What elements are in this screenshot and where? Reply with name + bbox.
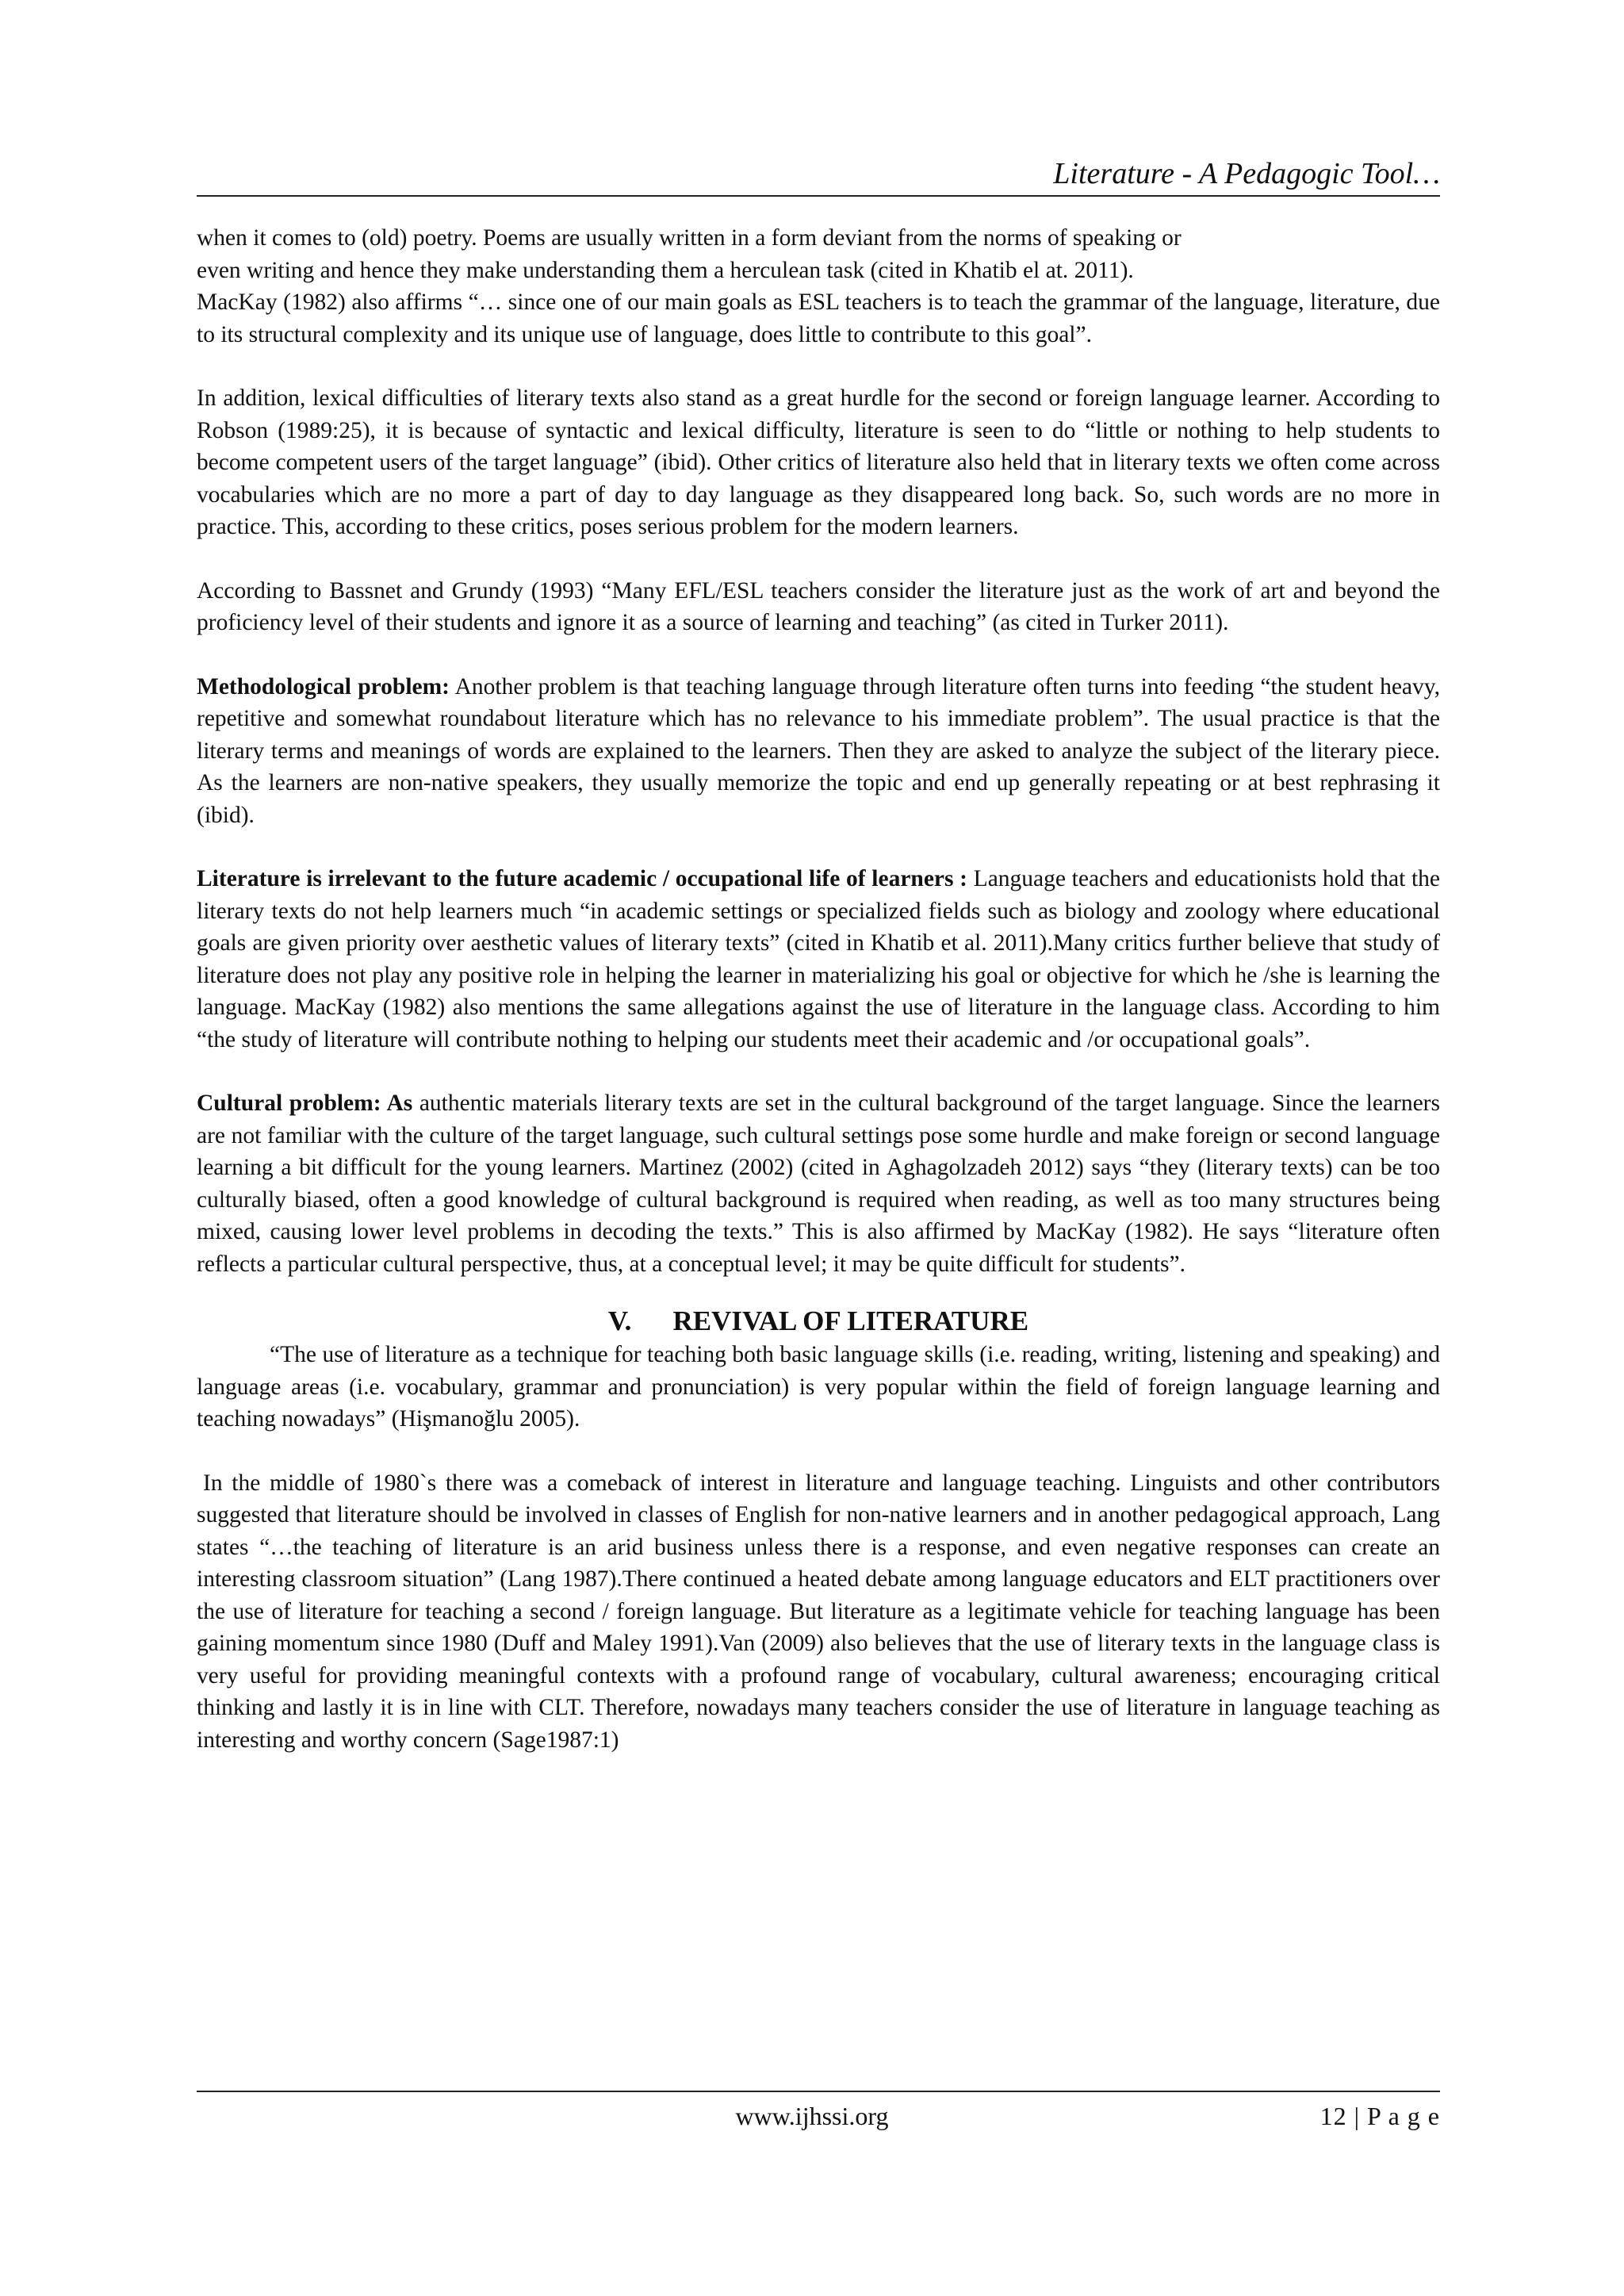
- cultural-problem-text: authentic materials literary texts are set in the cultural background of the target language. Since the learners are not familiar with the culture of the target language, such cultural settings pose some hurdle and make foreign or second language learning a bit difficult for the young learners. Martinez (2002) (cited in Aghagolzadeh 2012) says “they (literary texts) can be too culturally biased, often a good knowledge of cultural background is required when reading, as well as too many structures being mixed, causing lower level problems in decoding the texts.” This is also affirmed by MacKay (1982). He says “literature often reflects a particular cultural perspective, thus, at a conceptual level; it may be quite difficult for students”.: [197, 1091, 1440, 1277]
- paragraph-1-rest: MacKay (1982) also affirms “… since one of our main goals as ESL teachers is to teach the grammar of the language, literature, due to its structural complexity and its unique use of language, does little to contribute to this goal”.: [197, 289, 1440, 347]
- paragraph-cultural-problem: [197, 1087, 1440, 1280]
- header-rule: [197, 195, 1440, 197]
- paragraph-methodological-problem: [197, 671, 1440, 832]
- paragraph-comeback-of-interest: In the middle of 1980`s there was a comeback of interest in literature and language teaching. Linguists and other contributors suggested that literature should be involved in classes of English for non-native learners and in another pedagogical approach, Lang states “…the teaching of literature is an arid business unless there is a response, and even negative responses can create an interesting classroom situation” (Lang 1987).There continued a heated debate among language educators and ELT practitioners over the use of literature for teaching a second / foreign language. But literature as a legitimate vehicle for teaching language has been gaining momentum since 1980 (Duff and Maley 1991).Van (2009) also believes that the use of literary texts in the language class is very useful for providing meaningful contexts with a profound range of vocabulary, cultural awareness; encouraging critical thinking and lastly it is in line with CLT. Therefore, nowadays many teachers consider the use of literature in language teaching as interesting and worthy concern (Sage1987:1): [197, 1470, 1440, 1753]
- section-heading: [197, 1304, 1440, 1339]
- irrelevant-label: Literature is irrelevant to the future academic / occupational life of learners :: [197, 866, 967, 891]
- paragraph-1-line-2: even writing and hence they make understanding them a herculean task (cited in Khatib el at. 2011).: [197, 257, 1134, 283]
- methodological-problem-text: Another problem is that teaching language through literature often turns into feeding “the student heavy, repetitive and somewhat roundabout literature which has no relevance to his immediate problem”. The usual practice is that the literary terms and meanings of words are explained to the learners. Then they are asked to analyze the subject of the literary piece. As the learners are non-native speakers, they usually memorize the topic and end up generally repeating or at best rephrasing it (ibid).: [197, 673, 1440, 828]
- footer-website: www.ijhssi.org: [735, 2102, 889, 2130]
- article-body: [197, 222, 1440, 1756]
- paragraph-revival-quote: “The use of literature as a technique for teaching both basic language skills (i.e. reading, writing, listening and speaking) and language areas (i.e. vocabulary, grammar and pronunciation) is very popular within the field of foreign language learning and teaching nowadays” (Hişmanoğlu 2005).: [197, 1342, 1440, 1432]
- paragraph-1-line-1: when it comes to (old) poetry. Poems are usually written in a form deviant from the norms of speaking or: [197, 225, 1182, 251]
- section-number: V.: [607, 1305, 632, 1336]
- paragraph-bassnet-grundy: According to Bassnet and Grundy (1993) “Many EFL/ESL teachers consider the literature just as the work of art and beyond the proficiency level of their students and ignore it as a source of learning and teaching” (as cited in Turker 2011).: [197, 577, 1440, 635]
- methodological-problem-label: Methodological problem:: [197, 673, 450, 700]
- footer-rule: [197, 2091, 1440, 2092]
- footer-page-number: 12 | P a g e: [1320, 2102, 1440, 2130]
- cultural-problem-label: Cultural problem: As: [197, 1091, 413, 1116]
- paragraph-lexical-difficulties: In addition, lexical difficulties of literary texts also stand as a great hurdle for the second or foreign language learner. According to Robson (1989:25), it is because of syntactic and lexical difficulty, literature is seen to do “little or nothing to help students to become competent users of the target language” (ibid). Other critics of literature also held that in literary texts we often come across vocabularies which are no more a part of day to day language as they disappeared long back. So, such words are no more in practice. This, according to these critics, poses serious problem for the modern learners.: [197, 385, 1440, 539]
- running-title: Literature - A Pedagogic Tool…: [1053, 157, 1440, 190]
- section-title: REVIVAL OF LITERATURE: [672, 1305, 1029, 1336]
- irrelevant-text: Language teachers and educationists hold that the literary texts do not help learners much “in academic settings or specialized fields such as biology and zoology where educational goals are given priority over aesthetic values of literary texts” (cited in Khatib et al. 2011).Many critics further believe that study of literature does not play any positive role in helping the learner in materializing his goal or objective for which he /she is learning the language. MacKay (1982) also mentions the same allegations against the use of literature in the language class. According to him “the study of literature will contribute nothing to helping our students meet their academic and /or occupational goals”.: [197, 866, 1441, 1052]
- paragraph-irrelevant-to-future: [197, 863, 1440, 1056]
